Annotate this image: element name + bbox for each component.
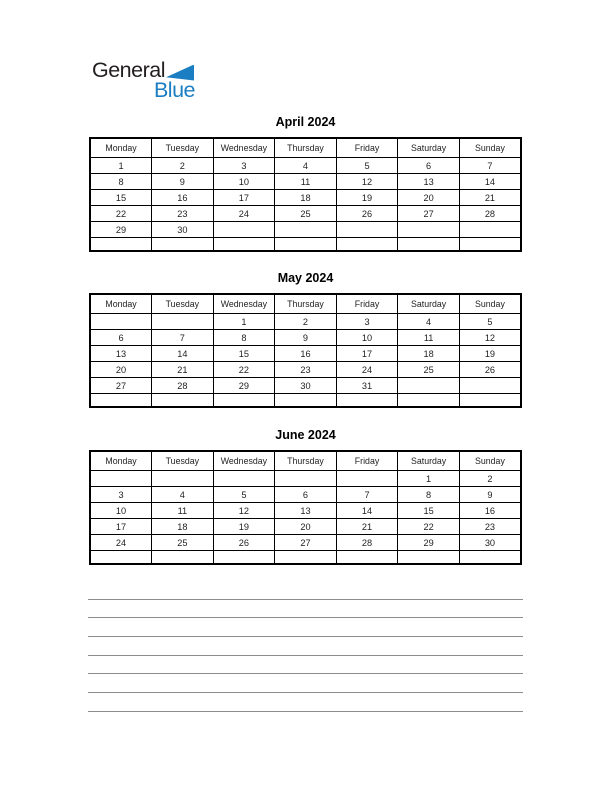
weekday-header-monday: Monday xyxy=(90,294,152,314)
day-cell: 25 xyxy=(275,206,337,222)
empty-day-cell xyxy=(275,394,337,408)
empty-day-cell xyxy=(336,471,398,487)
weekday-header-wednesday: Wednesday xyxy=(213,138,275,158)
day-cell: 8 xyxy=(398,487,460,503)
day-cell: 8 xyxy=(213,330,275,346)
day-cell: 13 xyxy=(90,346,152,362)
empty-day-cell xyxy=(336,394,398,408)
note-line xyxy=(88,618,523,637)
empty-day-cell xyxy=(90,551,152,565)
day-cell: 20 xyxy=(90,362,152,378)
empty-day-cell xyxy=(90,238,152,252)
empty-day-cell xyxy=(213,471,275,487)
day-cell: 16 xyxy=(459,503,521,519)
empty-day-cell xyxy=(275,238,337,252)
week-row xyxy=(90,503,521,519)
day-cell: 17 xyxy=(336,346,398,362)
empty-day-cell xyxy=(336,551,398,565)
day-cell: 19 xyxy=(213,519,275,535)
empty-day-cell xyxy=(275,222,337,238)
day-cell: 12 xyxy=(336,174,398,190)
day-cell: 7 xyxy=(336,487,398,503)
week-row xyxy=(90,222,521,238)
week-row xyxy=(90,206,521,222)
day-cell: 22 xyxy=(213,362,275,378)
day-cell: 9 xyxy=(275,330,337,346)
empty-day-cell xyxy=(336,238,398,252)
day-cell: 28 xyxy=(336,535,398,551)
weekday-header-row xyxy=(90,294,521,314)
empty-day-cell xyxy=(213,394,275,408)
week-row xyxy=(90,190,521,206)
day-cell: 27 xyxy=(398,206,460,222)
day-cell: 30 xyxy=(459,535,521,551)
month-title: June 2024 xyxy=(275,428,336,442)
month-calendar-table xyxy=(89,450,522,565)
day-cell: 14 xyxy=(459,174,521,190)
day-cell: 7 xyxy=(152,330,214,346)
day-cell: 1 xyxy=(213,314,275,330)
week-row xyxy=(90,535,521,551)
weekday-header-tuesday: Tuesday xyxy=(152,451,214,471)
empty-day-cell xyxy=(459,394,521,408)
day-cell: 14 xyxy=(152,346,214,362)
day-cell: 11 xyxy=(152,503,214,519)
empty-day-cell xyxy=(213,551,275,565)
note-line xyxy=(88,600,523,619)
day-cell: 4 xyxy=(398,314,460,330)
day-cell: 15 xyxy=(90,190,152,206)
day-cell: 8 xyxy=(90,174,152,190)
day-cell: 27 xyxy=(275,535,337,551)
day-cell: 1 xyxy=(398,471,460,487)
logo-top-row xyxy=(92,60,195,82)
empty-day-cell xyxy=(213,238,275,252)
week-row xyxy=(90,394,521,408)
notes-lines xyxy=(88,581,523,712)
day-cell: 5 xyxy=(336,158,398,174)
day-cell: 13 xyxy=(275,503,337,519)
month-section-june xyxy=(89,427,522,565)
empty-day-cell xyxy=(90,471,152,487)
day-cell: 22 xyxy=(90,206,152,222)
note-line xyxy=(88,674,523,693)
day-cell: 15 xyxy=(213,346,275,362)
note-line xyxy=(88,637,523,656)
day-cell: 6 xyxy=(398,158,460,174)
weekday-header-thursday: Thursday xyxy=(275,451,337,471)
weekday-header-saturday: Saturday xyxy=(398,294,460,314)
day-cell: 19 xyxy=(336,190,398,206)
day-cell: 3 xyxy=(213,158,275,174)
logo-text-blue: Blue xyxy=(153,77,195,102)
empty-day-cell xyxy=(152,551,214,565)
day-cell: 17 xyxy=(90,519,152,535)
month-calendar-table xyxy=(89,137,522,252)
day-cell: 23 xyxy=(275,362,337,378)
empty-day-cell xyxy=(459,238,521,252)
day-cell: 2 xyxy=(152,158,214,174)
weekday-header-sunday: Sunday xyxy=(459,294,521,314)
day-cell: 18 xyxy=(398,346,460,362)
day-cell: 29 xyxy=(90,222,152,238)
weekday-header-friday: Friday xyxy=(336,451,398,471)
day-cell: 23 xyxy=(152,206,214,222)
day-cell: 4 xyxy=(275,158,337,174)
day-cell: 13 xyxy=(398,174,460,190)
month-calendar-table xyxy=(89,293,522,408)
empty-day-cell xyxy=(275,551,337,565)
week-row xyxy=(90,158,521,174)
week-row xyxy=(90,471,521,487)
weekday-header-wednesday: Wednesday xyxy=(213,451,275,471)
day-cell: 23 xyxy=(459,519,521,535)
weekday-header-row xyxy=(90,451,521,471)
day-cell: 5 xyxy=(213,487,275,503)
day-cell: 18 xyxy=(275,190,337,206)
week-row xyxy=(90,487,521,503)
day-cell: 17 xyxy=(213,190,275,206)
day-cell: 24 xyxy=(336,362,398,378)
day-cell: 2 xyxy=(459,471,521,487)
week-row xyxy=(90,314,521,330)
empty-day-cell xyxy=(398,378,460,394)
day-cell: 30 xyxy=(152,222,214,238)
day-cell: 3 xyxy=(336,314,398,330)
day-cell: 1 xyxy=(90,158,152,174)
day-cell: 28 xyxy=(152,378,214,394)
empty-day-cell xyxy=(90,314,152,330)
month-section-may xyxy=(89,270,522,408)
day-cell: 15 xyxy=(398,503,460,519)
weekday-header-saturday: Saturday xyxy=(398,138,460,158)
day-cell: 25 xyxy=(398,362,460,378)
month-section-april xyxy=(89,114,522,252)
day-cell: 27 xyxy=(90,378,152,394)
day-cell: 31 xyxy=(336,378,398,394)
empty-day-cell xyxy=(213,222,275,238)
day-cell: 19 xyxy=(459,346,521,362)
week-row xyxy=(90,378,521,394)
day-cell: 20 xyxy=(275,519,337,535)
empty-day-cell xyxy=(459,378,521,394)
weekday-header-sunday: Sunday xyxy=(459,451,521,471)
day-cell: 5 xyxy=(459,314,521,330)
weekday-header-saturday: Saturday xyxy=(398,451,460,471)
day-cell: 16 xyxy=(275,346,337,362)
weekday-header-friday: Friday xyxy=(336,138,398,158)
week-row xyxy=(90,238,521,252)
day-cell: 22 xyxy=(398,519,460,535)
day-cell: 18 xyxy=(152,519,214,535)
day-cell: 12 xyxy=(459,330,521,346)
day-cell: 28 xyxy=(459,206,521,222)
day-cell: 16 xyxy=(152,190,214,206)
day-cell: 10 xyxy=(213,174,275,190)
day-cell: 21 xyxy=(152,362,214,378)
month-title: May 2024 xyxy=(277,271,334,285)
day-cell: 29 xyxy=(398,535,460,551)
month-title: April 2024 xyxy=(275,115,336,129)
day-cell: 10 xyxy=(336,330,398,346)
day-cell: 2 xyxy=(275,314,337,330)
week-row xyxy=(90,174,521,190)
empty-day-cell xyxy=(459,222,521,238)
weekday-header-monday: Monday xyxy=(90,138,152,158)
weekday-header-thursday: Thursday xyxy=(275,138,337,158)
day-cell: 12 xyxy=(213,503,275,519)
day-cell: 26 xyxy=(336,206,398,222)
day-cell: 10 xyxy=(90,503,152,519)
empty-day-cell xyxy=(275,471,337,487)
day-cell: 24 xyxy=(90,535,152,551)
general-blue-logo xyxy=(92,60,195,101)
weekday-header-sunday: Sunday xyxy=(459,138,521,158)
empty-day-cell xyxy=(152,471,214,487)
week-row xyxy=(90,330,521,346)
day-cell: 29 xyxy=(213,378,275,394)
day-cell: 11 xyxy=(398,330,460,346)
day-cell: 6 xyxy=(275,487,337,503)
day-cell: 9 xyxy=(152,174,214,190)
weekday-header-monday: Monday xyxy=(90,451,152,471)
day-cell: 7 xyxy=(459,158,521,174)
day-cell: 24 xyxy=(213,206,275,222)
weekday-header-tuesday: Tuesday xyxy=(152,138,214,158)
day-cell: 21 xyxy=(459,190,521,206)
week-row xyxy=(90,551,521,565)
note-line xyxy=(88,581,523,600)
week-row xyxy=(90,519,521,535)
weekday-header-thursday: Thursday xyxy=(275,294,337,314)
day-cell: 30 xyxy=(275,378,337,394)
empty-day-cell xyxy=(336,222,398,238)
empty-day-cell xyxy=(398,551,460,565)
empty-day-cell xyxy=(398,394,460,408)
weekday-header-friday: Friday xyxy=(336,294,398,314)
day-cell: 6 xyxy=(90,330,152,346)
note-line xyxy=(88,693,523,712)
day-cell: 21 xyxy=(336,519,398,535)
note-line xyxy=(88,656,523,675)
day-cell: 3 xyxy=(90,487,152,503)
day-cell: 4 xyxy=(152,487,214,503)
day-cell: 20 xyxy=(398,190,460,206)
empty-day-cell xyxy=(398,238,460,252)
week-row xyxy=(90,362,521,378)
empty-day-cell xyxy=(152,314,214,330)
day-cell: 11 xyxy=(275,174,337,190)
empty-day-cell xyxy=(90,394,152,408)
day-cell: 26 xyxy=(459,362,521,378)
day-cell: 9 xyxy=(459,487,521,503)
empty-day-cell xyxy=(398,222,460,238)
weekday-header-wednesday: Wednesday xyxy=(213,294,275,314)
weekday-header-tuesday: Tuesday xyxy=(152,294,214,314)
day-cell: 14 xyxy=(336,503,398,519)
empty-day-cell xyxy=(152,394,214,408)
empty-day-cell xyxy=(152,238,214,252)
day-cell: 26 xyxy=(213,535,275,551)
week-row xyxy=(90,346,521,362)
empty-day-cell xyxy=(459,551,521,565)
day-cell: 25 xyxy=(152,535,214,551)
weekday-header-row xyxy=(90,138,521,158)
logo-text-general: General xyxy=(92,58,165,82)
